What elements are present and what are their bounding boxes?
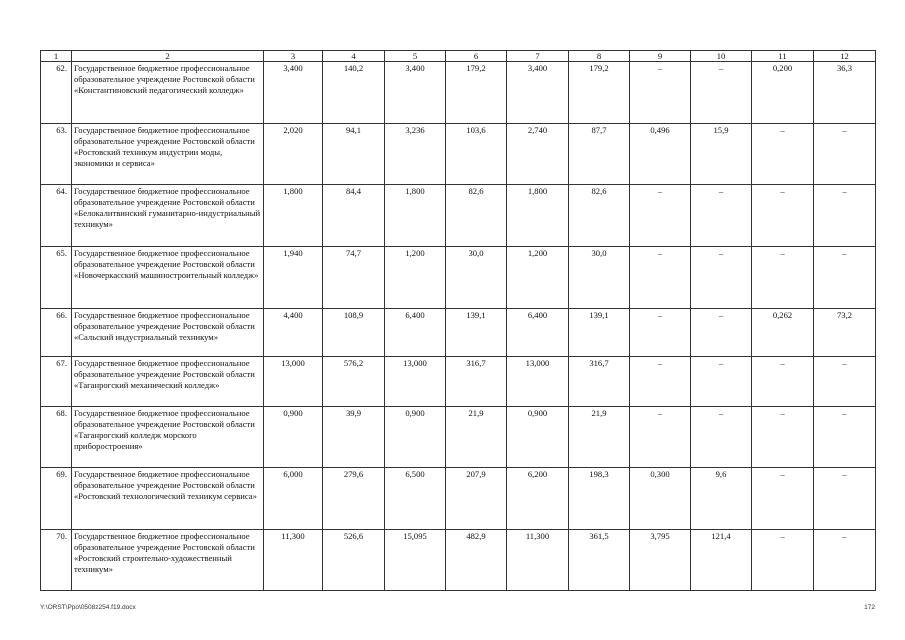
- value-cell: 207,9: [446, 468, 507, 530]
- value-cell: –: [630, 407, 691, 468]
- table-row: [41, 468, 876, 530]
- value-cell: 1,200: [385, 247, 446, 309]
- value-cell: 0,262: [752, 309, 814, 357]
- value-cell: –: [630, 185, 691, 247]
- value-cell: –: [814, 124, 876, 185]
- value-cell: –: [752, 247, 814, 309]
- value-cell: 1,800: [507, 185, 569, 247]
- value-cell: 11,300: [507, 530, 569, 591]
- value-cell: –: [814, 247, 876, 309]
- institution-name: Государственное бюджетное профессиональное образовательное учреждение Ростовской области «Ростовский технологический техникум сервиса»: [72, 468, 264, 530]
- header-cell: 9: [630, 51, 691, 62]
- value-cell: 179,2: [569, 62, 630, 124]
- footer-file-path: Y:\ORST\Ppo\0508z254.f19.docx: [40, 604, 136, 611]
- value-cell: 74,7: [323, 247, 385, 309]
- value-cell: 11,300: [264, 530, 323, 591]
- header-cell: 8: [569, 51, 630, 62]
- value-cell: 15,095: [385, 530, 446, 591]
- value-cell: 121,4: [691, 530, 752, 591]
- value-cell: –: [691, 185, 752, 247]
- value-cell: 361,5: [569, 530, 630, 591]
- header-cell: 3: [264, 51, 323, 62]
- value-cell: –: [814, 468, 876, 530]
- row-number: 69.: [41, 468, 72, 530]
- value-cell: –: [691, 247, 752, 309]
- value-cell: 0,496: [630, 124, 691, 185]
- value-cell: 139,1: [569, 309, 630, 357]
- value-cell: 316,7: [569, 357, 630, 407]
- table-row: [41, 247, 876, 309]
- institution-name: Государственное бюджетное профессиональное образовательное учреждение Ростовской области «Ростовский техникум индустрии моды, экономики и сервиса»: [72, 124, 264, 185]
- row-number: 62.: [41, 62, 72, 124]
- value-cell: 13,000: [385, 357, 446, 407]
- header-cell: 11: [752, 51, 814, 62]
- header-cell: 2: [72, 51, 264, 62]
- header-cell: 5: [385, 51, 446, 62]
- value-cell: –: [752, 124, 814, 185]
- value-cell: 1,200: [507, 247, 569, 309]
- value-cell: 140,2: [323, 62, 385, 124]
- table-row: [41, 530, 876, 591]
- value-cell: 1,940: [264, 247, 323, 309]
- value-cell: 316,7: [446, 357, 507, 407]
- header-cell: 4: [323, 51, 385, 62]
- value-cell: –: [752, 185, 814, 247]
- row-number: 68.: [41, 407, 72, 468]
- value-cell: 30,0: [446, 247, 507, 309]
- institution-name: Государственное бюджетное профессиональное образовательное учреждение Ростовской области «Ростовский строительно-художественный техникум»: [72, 530, 264, 591]
- value-cell: –: [630, 247, 691, 309]
- value-cell: –: [752, 468, 814, 530]
- value-cell: 139,1: [446, 309, 507, 357]
- value-cell: 73,2: [814, 309, 876, 357]
- value-cell: 0,200: [752, 62, 814, 124]
- value-cell: –: [814, 357, 876, 407]
- value-cell: 108,9: [323, 309, 385, 357]
- value-cell: 576,2: [323, 357, 385, 407]
- table-row: [41, 185, 876, 247]
- value-cell: 526,6: [323, 530, 385, 591]
- institution-name: Государственное бюджетное профессиональное образовательное учреждение Ростовской области «Белокалитвинский гуманитарно-индустриальный техникум»: [72, 185, 264, 247]
- value-cell: 2,020: [264, 124, 323, 185]
- row-number: 70.: [41, 530, 72, 591]
- value-cell: 0,900: [385, 407, 446, 468]
- header-cell: 1: [41, 51, 72, 62]
- footer-page-number: 172: [864, 604, 875, 611]
- institution-name: Государственное бюджетное профессиональное образовательное учреждение Ростовской области «Новочеркасский машиностроительный колледж»: [72, 247, 264, 309]
- value-cell: 6,500: [385, 468, 446, 530]
- value-cell: 0,300: [630, 468, 691, 530]
- value-cell: –: [691, 62, 752, 124]
- value-cell: –: [752, 357, 814, 407]
- value-cell: 3,400: [385, 62, 446, 124]
- value-cell: 6,200: [507, 468, 569, 530]
- value-cell: 3,795: [630, 530, 691, 591]
- value-cell: –: [752, 530, 814, 591]
- value-cell: –: [691, 357, 752, 407]
- value-cell: 13,000: [264, 357, 323, 407]
- value-cell: 198,3: [569, 468, 630, 530]
- value-cell: –: [630, 62, 691, 124]
- row-number: 65.: [41, 247, 72, 309]
- value-cell: –: [691, 407, 752, 468]
- value-cell: 482,9: [446, 530, 507, 591]
- value-cell: –: [691, 309, 752, 357]
- value-cell: 87,7: [569, 124, 630, 185]
- value-cell: 6,400: [507, 309, 569, 357]
- institution-name: Государственное бюджетное профессиональное образовательное учреждение Ростовской области «Таганрогский механический колледж»: [72, 357, 264, 407]
- value-cell: 3,236: [385, 124, 446, 185]
- value-cell: –: [814, 530, 876, 591]
- value-cell: 0,900: [264, 407, 323, 468]
- institution-name: Государственное бюджетное профессиональное образовательное учреждение Ростовской области «Таганрогский колледж морского приборостроения»: [72, 407, 264, 468]
- table-row: [41, 309, 876, 357]
- value-cell: 82,6: [446, 185, 507, 247]
- header-row: [41, 51, 876, 62]
- value-cell: –: [630, 309, 691, 357]
- value-cell: 94,1: [323, 124, 385, 185]
- value-cell: 6,000: [264, 468, 323, 530]
- value-cell: 84,4: [323, 185, 385, 247]
- data-table: [40, 50, 876, 591]
- value-cell: –: [814, 185, 876, 247]
- table-row: [41, 124, 876, 185]
- value-cell: 9,6: [691, 468, 752, 530]
- value-cell: 2,740: [507, 124, 569, 185]
- value-cell: –: [814, 407, 876, 468]
- value-cell: 82,6: [569, 185, 630, 247]
- value-cell: –: [630, 357, 691, 407]
- value-cell: 1,800: [385, 185, 446, 247]
- institution-name: Государственное бюджетное профессиональное образовательное учреждение Ростовской области «Сальский индустриальный техникум»: [72, 309, 264, 357]
- row-number: 67.: [41, 357, 72, 407]
- value-cell: 15,9: [691, 124, 752, 185]
- value-cell: 39,9: [323, 407, 385, 468]
- value-cell: 36,3: [814, 62, 876, 124]
- value-cell: 21,9: [446, 407, 507, 468]
- header-cell: 7: [507, 51, 569, 62]
- value-cell: 21,9: [569, 407, 630, 468]
- value-cell: 4,400: [264, 309, 323, 357]
- table-row: [41, 407, 876, 468]
- value-cell: 279,6: [323, 468, 385, 530]
- value-cell: 6,400: [385, 309, 446, 357]
- table-row: [41, 357, 876, 407]
- institution-name: Государственное бюджетное профессиональное образовательное учреждение Ростовской области «Константиновский педагогический колледж»: [72, 62, 264, 124]
- value-cell: 30,0: [569, 247, 630, 309]
- header-cell: 12: [814, 51, 876, 62]
- value-cell: 1,800: [264, 185, 323, 247]
- value-cell: 13,000: [507, 357, 569, 407]
- header-cell: 6: [446, 51, 507, 62]
- value-cell: –: [752, 407, 814, 468]
- value-cell: 179,2: [446, 62, 507, 124]
- row-number: 64.: [41, 185, 72, 247]
- value-cell: 103,6: [446, 124, 507, 185]
- value-cell: 3,400: [507, 62, 569, 124]
- row-number: 63.: [41, 124, 72, 185]
- table-row: [41, 62, 876, 124]
- row-number: 66.: [41, 309, 72, 357]
- header-cell: 10: [691, 51, 752, 62]
- value-cell: 0,900: [507, 407, 569, 468]
- value-cell: 3,400: [264, 62, 323, 124]
